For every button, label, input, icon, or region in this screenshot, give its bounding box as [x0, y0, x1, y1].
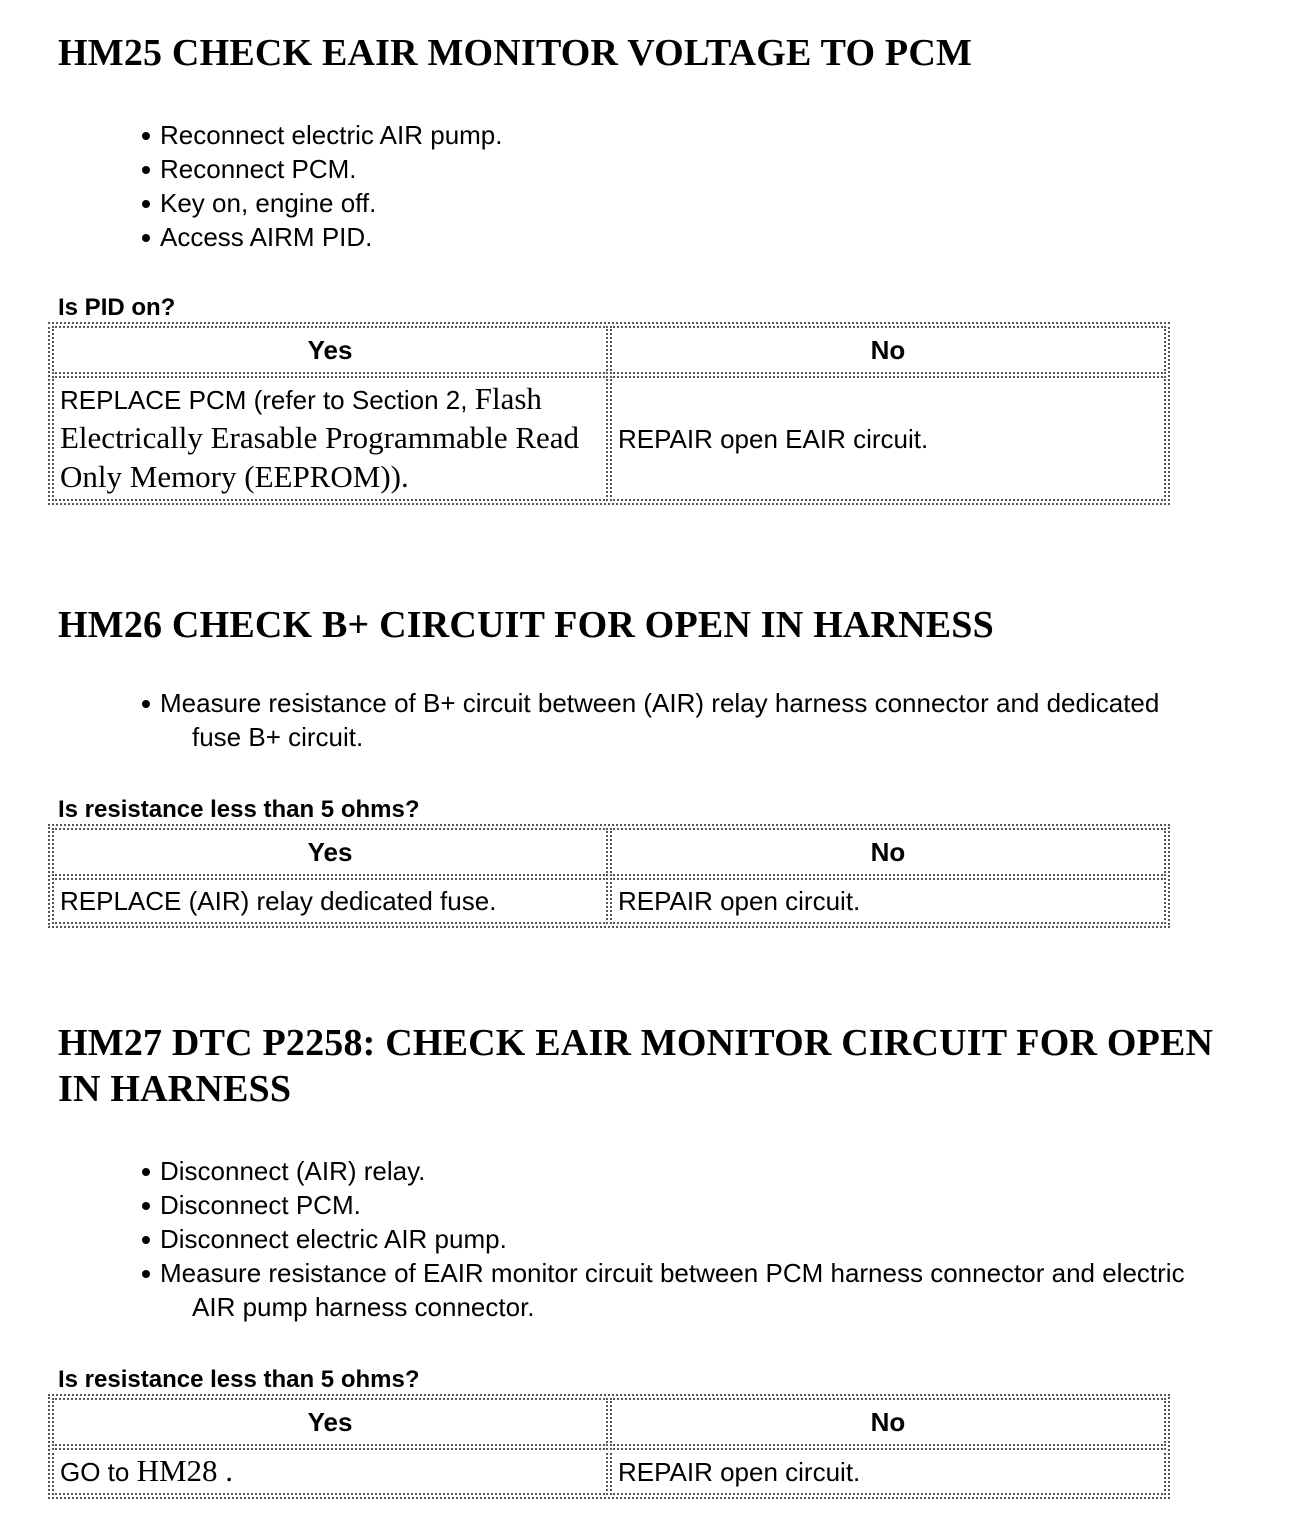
question: Is resistance less than 5 ohms?	[58, 796, 420, 823]
hm28-link[interactable]: HM28 .	[136, 1453, 234, 1488]
step-list	[58, 118, 1278, 254]
question: Is PID on?	[58, 294, 176, 321]
section-title: HM26 CHECK B+ CIRCUIT FOR OPEN IN HARNESS	[58, 604, 994, 646]
section-hm25	[58, 30, 1278, 505]
list-item: Measure resistance of B+ circuit between (AIR) relay harness connector and dedicated fuse B+ circuit.	[142, 686, 1278, 754]
yes-header: Yes	[52, 326, 608, 374]
yes-cell	[52, 376, 608, 501]
yes-text: REPLACE PCM (refer to Section 2,	[60, 385, 475, 415]
no-cell: REPAIR open circuit.	[610, 1448, 1166, 1495]
no-cell: REPAIR open EAIR circuit.	[610, 376, 1166, 501]
list-item: Reconnect PCM.	[142, 152, 1278, 186]
step-list	[58, 1154, 1278, 1324]
yes-no-table	[48, 1394, 1170, 1499]
list-item: Disconnect PCM.	[142, 1188, 1278, 1222]
no-cell: REPAIR open circuit.	[610, 878, 1166, 924]
yes-cell: REPLACE (AIR) relay dedicated fuse.	[52, 878, 608, 924]
yes-no-table	[48, 824, 1170, 928]
section-title: HM25 CHECK EAIR MONITOR VOLTAGE TO PCM	[58, 32, 973, 74]
section-title: HM27 DTC P2258: CHECK EAIR MONITOR CIRCUIT FOR OPEN IN HARNESS	[58, 1022, 1214, 1110]
list-item: Access AIRM PID.	[142, 220, 1278, 254]
no-header: No	[610, 326, 1166, 374]
list-item: Reconnect electric AIR pump.	[142, 118, 1278, 152]
yes-cell	[52, 1448, 608, 1495]
section-hm26	[58, 602, 1278, 928]
list-item: Disconnect electric AIR pump.	[142, 1222, 1278, 1256]
section-hm27	[58, 1020, 1278, 1499]
yes-header: Yes	[52, 1398, 608, 1446]
no-header: No	[610, 1398, 1166, 1446]
eeprom-link[interactable]: Flash Electrically Erasable Programmable Read Only Memory (EEPROM)).	[60, 381, 580, 494]
list-item: Measure resistance of EAIR monitor circuit between PCM harness connector and electric AIR pump harness connector.	[142, 1256, 1278, 1324]
no-header: No	[610, 828, 1166, 876]
step-list	[58, 686, 1278, 754]
question: Is resistance less than 5 ohms?	[58, 1366, 420, 1393]
yes-no-table	[48, 322, 1170, 505]
yes-header: Yes	[52, 828, 608, 876]
list-item: Disconnect (AIR) relay.	[142, 1154, 1278, 1188]
yes-text: GO to	[60, 1457, 137, 1487]
list-item: Key on, engine off.	[142, 186, 1278, 220]
